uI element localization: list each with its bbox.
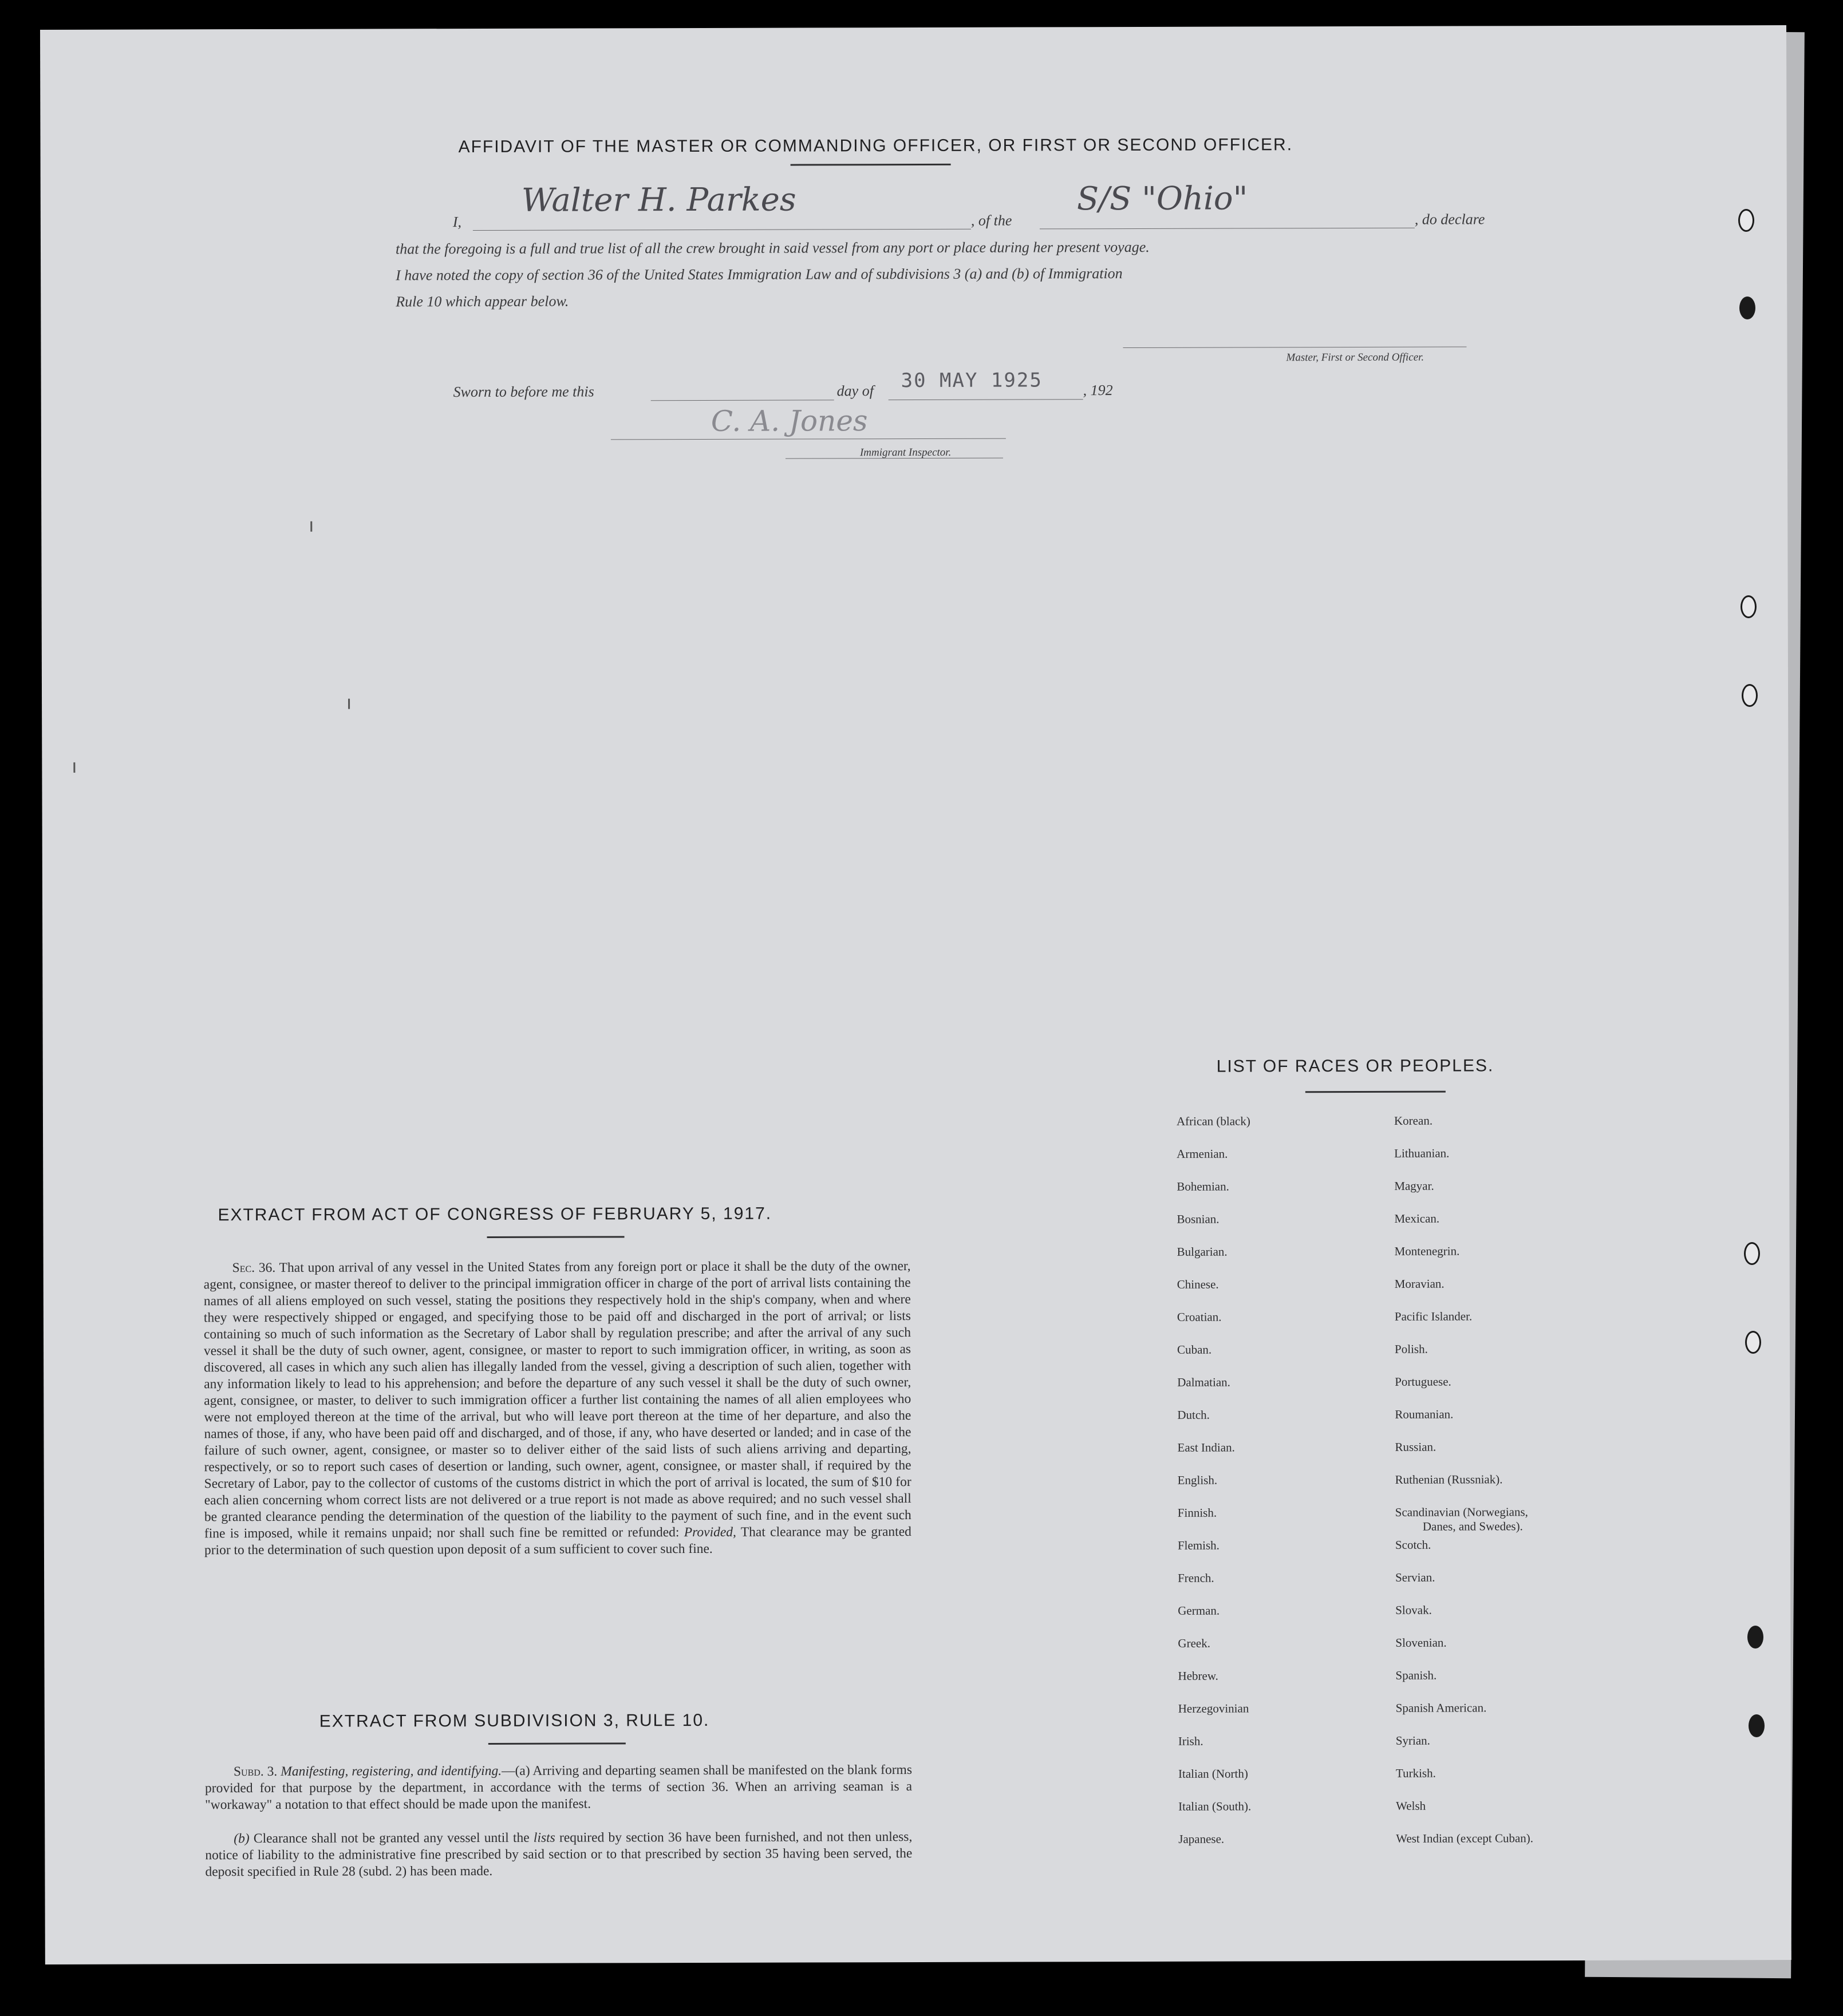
race-item: Italian (North): [1178, 1766, 1248, 1781]
inspector-line: [611, 438, 1006, 440]
race-item: Spanish.: [1395, 1668, 1437, 1682]
race-item: Pacific Islander.: [1394, 1309, 1473, 1323]
race-item: Russian.: [1395, 1440, 1436, 1454]
race-item: West Indian (except Cuban).: [1396, 1831, 1534, 1845]
section-36-proviso: That clearance may be granted prior to the determination of such question upon deposit of a sum sufficient to cover such fine.: [204, 1524, 911, 1558]
race-item: Moravian.: [1394, 1276, 1445, 1291]
binder-hole-icon: [1741, 595, 1757, 618]
race-item: Montenegrin.: [1394, 1244, 1460, 1258]
race-item: Mexican.: [1394, 1211, 1440, 1226]
binder-hole-icon: [1742, 684, 1758, 707]
race-item: Syrian.: [1395, 1733, 1430, 1748]
race-item: Japanese.: [1178, 1832, 1225, 1846]
para-b-text-1: Clearance shall not be granted any vessel until the: [253, 1830, 530, 1847]
race-item: Bosnian.: [1177, 1212, 1220, 1226]
of-the-label: , of the: [970, 212, 1012, 229]
races-rule: [1305, 1091, 1446, 1093]
race-item: Scotch.: [1395, 1537, 1431, 1552]
race-item: Ruthenian (Russniak).: [1395, 1472, 1503, 1487]
para-a-text: Arriving and departing seamen shall be manifested on the blank forms provided for that purpose by the department, in accordance with the terms of section 36. When an arriving seaman is a "workaway" a notation to that effect should be made upon the manifest.: [205, 1762, 913, 1813]
race-item: East Indian.: [1177, 1440, 1235, 1454]
officer-name-handwritten: Walter H. Parkes: [521, 181, 796, 219]
inspector-caption: Immigrant Inspector.: [859, 446, 952, 459]
race-item-continuation: Danes, and Swedes).: [1422, 1519, 1523, 1533]
race-item: Italian (South).: [1178, 1799, 1252, 1813]
races-right-column: [1394, 1113, 1694, 1903]
vessel-line: [1040, 228, 1415, 230]
race-item: Turkish.: [1395, 1766, 1436, 1780]
stray-mark: [310, 521, 312, 532]
title-rule: [791, 164, 951, 166]
race-item: German.: [1178, 1603, 1220, 1618]
provided-word: Provided,: [684, 1524, 736, 1540]
race-item: Lithuanian.: [1394, 1146, 1450, 1160]
race-item: Irish.: [1178, 1734, 1203, 1748]
race-item: Scandinavian (Norwegians,: [1395, 1505, 1528, 1519]
race-item: Welsh: [1396, 1798, 1426, 1813]
binder-hole-icon: [1739, 297, 1755, 319]
race-item: Roumanian.: [1395, 1407, 1454, 1421]
vessel-name-handwritten: S/S "Ohio": [1076, 180, 1248, 218]
statement-line-2: I have noted the copy of section 36 of the United States Immigration Law and of subdivisions 3 (a) and (b) of Immigration: [396, 265, 1123, 284]
section-36-text: [204, 1258, 911, 1559]
name-line: [473, 229, 971, 231]
para-b-lists: lists: [533, 1830, 555, 1845]
race-item: Armenian.: [1177, 1147, 1228, 1161]
race-item: French.: [1178, 1571, 1214, 1585]
stray-mark: [73, 762, 75, 773]
subdivision-3-para-a: [205, 1762, 912, 1813]
date-stamp: 30 MAY 1925: [901, 369, 1043, 393]
race-item: Greek.: [1178, 1636, 1210, 1650]
race-item: Polish.: [1395, 1342, 1428, 1356]
race-item: Slovak.: [1395, 1603, 1432, 1617]
race-item: Hebrew.: [1178, 1669, 1218, 1683]
binder-hole-icon: [1745, 1331, 1761, 1354]
master-signature-line: [1123, 346, 1466, 348]
race-item: Dalmatian.: [1177, 1375, 1230, 1389]
race-item: Cuban.: [1177, 1342, 1212, 1357]
subdivision-3-para-b: [205, 1829, 912, 1880]
race-item: Spanish American.: [1395, 1701, 1487, 1715]
binder-hole-icon: [1738, 209, 1754, 232]
section-label: Sec. 36.: [232, 1260, 276, 1276]
race-item: Bohemian.: [1177, 1179, 1229, 1193]
document-page: [40, 25, 1791, 1964]
para-a-prefix: —(a): [502, 1763, 530, 1778]
section-36-body: That upon arrival of any vessel in the United States from any foreign port or place it shall be the duty of the owner, agent, consignee, or master thereof to deliver to the principal immigration officer in charge of the port of arrival lists containing the names of all aliens employed on such vessel, stating the positions they respectively hold in the ship's company, when and where they were respectively shipped or engaged, and specifying those to be paid off and discharged in the port of arrival; or lists containing so much of such information as the Secretary of Labor shall by regulation prescribe; and after the arrival of any such vessel it shall be the duty of such owner, agent, consignee, or master to report to such immigration officer, in writing, as soon as discovered, all cases in which any such alien has illegally landed from the vessel, giving a description of such alien, together with any information likely to lead to his apprehension; and before the departure of any such vessel it shall be the duty of such owner, agent, consignee, or master, to deliver to such immigration officer a further list containing the names of all alien employees who were not employed thereon at the time of the arrival, but who will leave port thereon at the time of her departure, and also the names of those, if any, who have been paid off and discharged, and of those, if any, who have deserted or landed; and in case of the failure of such owner, agent, consignee, or master so to deliver either of the said lists of such aliens arriving and departing, respectively, or so to report such cases of desertion or landing, such owner, agent, consignee, or master shall, if required by the Secretary of Labor, pay to the collector of customs of the customs district in which the port of arrival is located, the sum of $10 for each alien concerning whom correct lists are not delivered or a true report is not made as above required; and no such vessel shall be granted clearance pending the determination of the question of the liability to the payment of such fine, and in the event such fine is imposed, while it remains unpaid; nor shall such fine be remitted or refunded:: [203, 1259, 911, 1541]
race-item: Finnish.: [1177, 1505, 1217, 1520]
race-item: Croatian.: [1177, 1310, 1222, 1324]
para-b-prefix: (b): [234, 1831, 250, 1847]
race-item: African (black): [1176, 1114, 1250, 1128]
extract-act-title: EXTRACT FROM ACT OF CONGRESS OF FEBRUARY 5, 1917.: [218, 1204, 772, 1225]
races-left-column: [1177, 1114, 1419, 1904]
race-item: Magyar.: [1394, 1179, 1434, 1193]
binder-hole-icon: [1747, 1626, 1763, 1649]
inspector-signature: C. A. Jones: [711, 404, 868, 438]
race-item: Dutch.: [1177, 1408, 1210, 1422]
do-declare-label: , do declare: [1414, 211, 1485, 228]
race-item: Bulgarian.: [1177, 1244, 1228, 1259]
race-item: Slovenian.: [1395, 1635, 1447, 1650]
race-item: Portuguese.: [1395, 1374, 1451, 1389]
binder-hole-icon: [1749, 1714, 1765, 1737]
sworn-label: Sworn to before me this: [453, 383, 594, 401]
month-line: [889, 399, 1083, 400]
race-item: Chinese.: [1177, 1277, 1219, 1291]
affidavit-title: AFFIDAVIT OF THE MASTER OR COMMANDING OFFICER, OR FIRST OR SECOND OFFICER.: [458, 135, 1293, 157]
master-signature-caption: Master, First or Second Officer.: [1286, 351, 1424, 364]
binder-hole-icon: [1744, 1242, 1760, 1265]
i-label: I,: [452, 214, 462, 231]
subd-heading: Manifesting, registering, and identifying.: [281, 1763, 502, 1779]
para-b-text-2: required by section 36 have been furnished, and not then unless, notice of liability to the administrative fine prescribed by said section or to that prescribed by section 35 having been served, the deposit specified in Rule 28 (subd. 2) has been made.: [205, 1829, 913, 1880]
extract-rule-title: EXTRACT FROM SUBDIVISION 3, RULE 10.: [319, 1710, 710, 1731]
extract-rule-rule: [488, 1742, 626, 1745]
races-title: LIST OF RACES OR PEOPLES.: [1216, 1056, 1494, 1076]
race-item: Korean.: [1394, 1113, 1433, 1128]
stray-mark: [348, 699, 350, 709]
subd-label: Subd. 3.: [233, 1764, 278, 1780]
day-of-label: day of: [836, 382, 874, 400]
statement-line-1: that the foregoing is a full and true list of all the crew brought in said vessel from any port or place during her present voyage.: [395, 238, 1150, 258]
year-suffix: , 192: [1083, 382, 1113, 399]
race-item: Herzegovinian: [1178, 1701, 1249, 1715]
statement-line-3: Rule 10 which appear below.: [396, 292, 569, 310]
race-item: Servian.: [1395, 1570, 1435, 1584]
extract-act-rule: [487, 1236, 625, 1238]
race-item: English.: [1177, 1473, 1218, 1487]
day-line: [651, 400, 834, 401]
race-item: Flemish.: [1177, 1538, 1220, 1552]
